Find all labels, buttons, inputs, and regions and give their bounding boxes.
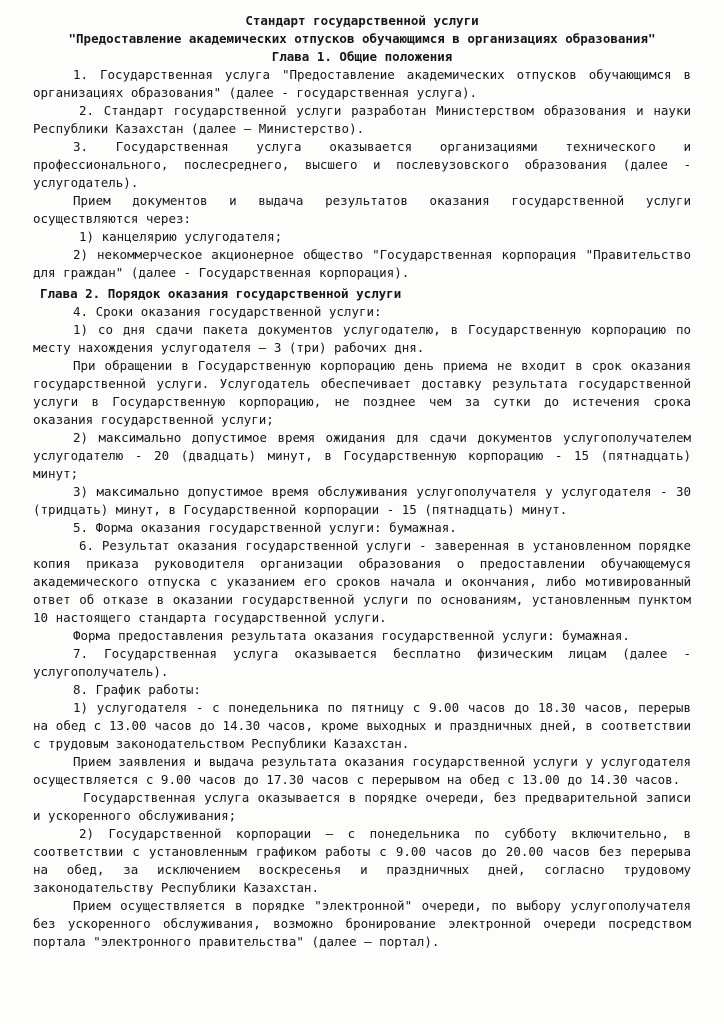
paragraph: 1. Государственная услуга "Предоставление академических отпусков обучающимся в организациях образования" (далее - государственная услуга). <box>33 67 691 100</box>
paragraph: 1) со дня сдачи пакета документов услугодателю, в Государственную корпорацию по месту нахождения услугодателя – 3 (три) рабочих дня. <box>33 322 691 355</box>
paragraph: При обращении в Государственную корпорацию день приема не входит в срок оказания государственной услуги. Услугодатель обеспечивает доставку результата государственной услуги в Государственную корпорацию, не позднее чем за сутки до истечения срока оказания государственной услуги; <box>33 358 691 427</box>
paragraph: 2) Государственной корпорации – с понедельника по субботу включительно, в соответствии с установленным графиком работы с 9.00 часов до 20.00 часов без перерыва на обед, за исключением воскресенья и праздничных дней, согласно трудовому законодательству Республики Казахстан. <box>33 826 691 895</box>
paragraph: Прием документов и выдача результатов оказания государственной услуги осуществляются через: <box>33 193 691 226</box>
chapter-2-heading: Глава 2. Порядок оказания государственной услуги <box>40 286 402 301</box>
paragraph: 4. Сроки оказания государственной услуги: <box>73 304 382 319</box>
paragraph: 7. Государственная услуга оказывается бесплатно физическим лицам (далее - услугополучатель). <box>33 646 691 679</box>
paragraph: Прием осуществляется в порядке "электронной" очереди, по выбору услугополучателя без ускоренного обслуживания, возможно бронирование электронной очереди посредством портала "электронного правительства" (далее – портал). <box>33 898 691 949</box>
paragraph: 1) услугодателя - с понедельника по пятницу с 9.00 часов до 18.30 часов, перерыв на обед с 13.00 часов до 14.30 часов, кроме выходных и праздничных дней, в соответствии с трудовым законодательством Республики Казахстан. <box>33 700 691 751</box>
paragraph: 2) некоммерческое акционерное общество "Государственная корпорация "Правительство для граждан" (далее - Государственная корпорация). <box>33 247 691 280</box>
doc-title-line: Стандарт государственной услуги <box>245 13 479 28</box>
chapter-1-heading: Глава 1. Общие положения <box>271 49 453 64</box>
doc-subtitle-line: "Предоставление академических отпусков обучающимся в организациях образования" <box>68 31 656 46</box>
paragraph: Государственная услуга оказывается в порядке очереди, без предварительной записи и ускоренного обслуживания; <box>33 790 691 823</box>
paragraph: 2. Стандарт государственной услуги разработан Министерством образования и науки Республики Казахстан (далее – Министерство). <box>33 103 691 136</box>
paragraph: 3) максимально допустимое время обслуживания услугополучателя у услугодателя - 30 (тридцать) минут, в Государственной корпорации - 15 (пятнадцать) минут. <box>33 484 691 517</box>
paragraph: 1) канцелярию услугодателя; <box>79 229 283 244</box>
paragraph: 3. Государственная услуга оказывается организациями технического и профессионального, послесреднего, высшего и послевузовского образования (далее - услугодатель). <box>33 139 691 190</box>
paragraph: 6. Результат оказания государственной услуги - заверенная в установленном порядке копия приказа руководителя организации образования о предоставлении обучающемуся академического отпуска с указанием его сроков начала и окончания, либо мотивированный ответ об отказе в оказании государственной услуги по основаниям, установленным пунктом 10 настоящего стандарта государственной услуги. <box>33 538 691 625</box>
paragraph: Прием заявления и выдача результата оказания государственной услуги у услугодателя осуществляется с 9.00 часов до 17.30 часов с перерывом на обед с 13.00 до 14.30 часов. <box>33 754 691 787</box>
paragraph: 5. Форма оказания государственной услуги: бумажная. <box>73 520 457 535</box>
paragraph: Форма предоставления результата оказания государственной услуги: бумажная. <box>73 628 630 643</box>
paragraph: 8. График работы: <box>73 682 201 697</box>
paragraph: 2) максимально допустимое время ожидания для сдачи документов услугополучателем услугодателю - 20 (двадцать) минут, в Государственную корпорацию - 15 (пятнадцать) минут; <box>33 430 691 481</box>
